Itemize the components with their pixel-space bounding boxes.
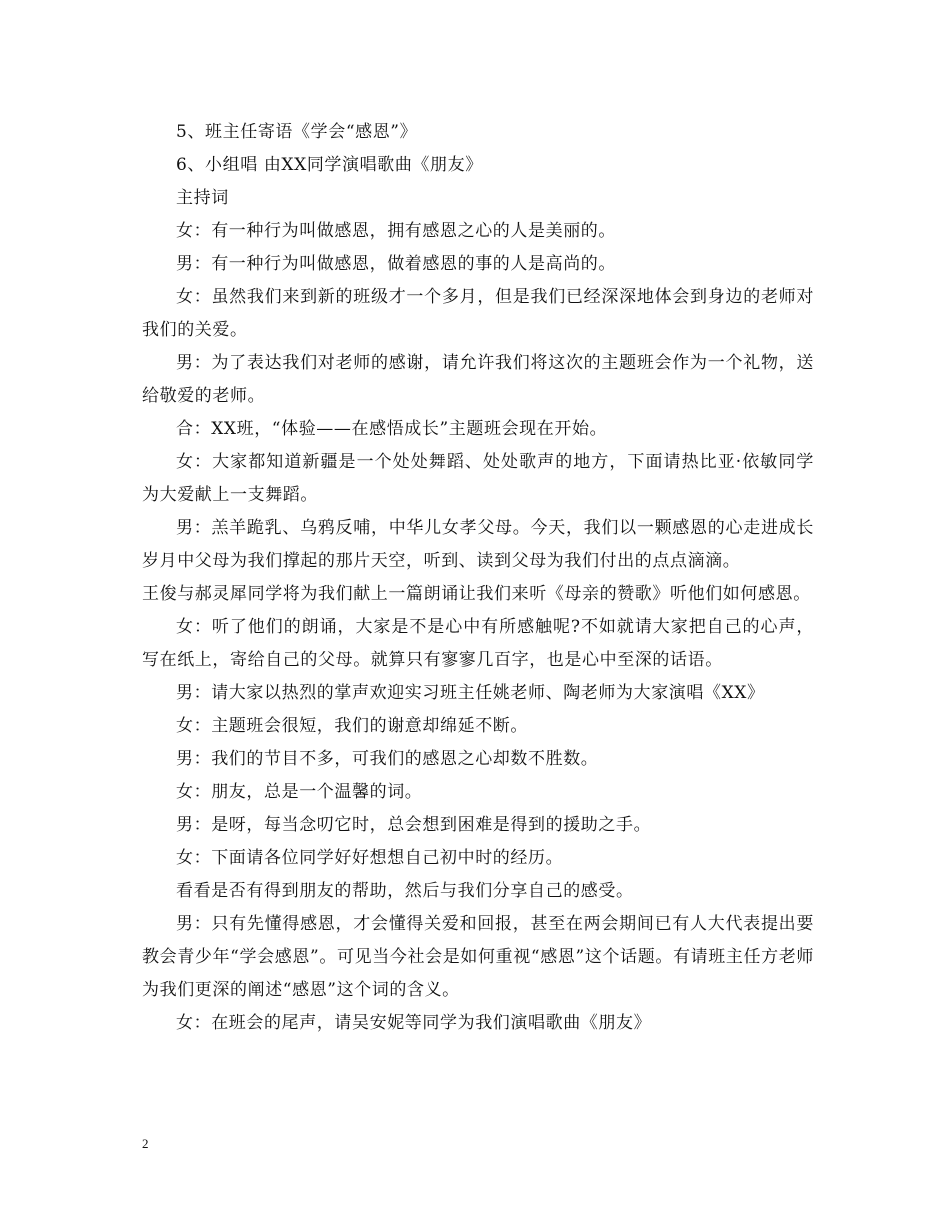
paragraph: 男：只有先懂得感恩，才会懂得关爱和回报，甚至在两会期间已有人大代表提出要教会青少年“学会感恩”。可见当今社会是如何重视“感恩”这个话题。有请班主任方老师为我们更深的阐述“感恩”这个词的含义。 xyxy=(142,914,814,1000)
paragraph: 男：为了表达我们对老师的感谢，请允许我们将这次的主题班会作为一个礼物，送给敬爱的老师。 xyxy=(142,353,814,406)
page-number: 2 xyxy=(142,1136,149,1151)
paragraph: 女：朋友，总是一个温馨的词。 xyxy=(176,782,423,802)
paragraph: 男：请大家以热烈的掌声欢迎实习班主任姚老师、陶老师为大家演唱《XX》 xyxy=(176,683,765,703)
paragraph: 女：有一种行为叫做感恩，拥有感恩之心的人是美丽的。 xyxy=(176,221,616,241)
paragraph: 男：羔羊跪乳、乌鸦反哺，中华儿女孝父母。今天，我们以一颗感恩的心走进成长岁月中父母为我们撑起的那片天空，听到、读到父母为我们付出的点点滴滴。 xyxy=(142,518,814,571)
paragraph: 看看是否有得到朋友的帮助，然后与我们分享自己的感受。 xyxy=(176,881,634,901)
paragraph: 女：在班会的尾声，请吴安妮等同学为我们演唱歌曲《朋友》 xyxy=(176,1013,652,1033)
paragraph: 合：XX班，“体验——在感悟成长”主题班会现在开始。 xyxy=(176,419,608,439)
paragraph: 女：下面请各位同学好好想想自己初中时的经历。 xyxy=(176,848,564,868)
paragraph: 5、班主任寄语《学会“感恩”》 xyxy=(176,122,418,142)
paragraph: 男：是呀，每当念叨它时，总会想到困难是得到的援助之手。 xyxy=(176,815,652,835)
paragraph: 女：听了他们的朗诵，大家是不是心中有所感触呢?不如就请大家把自己的心声，写在纸上，寄给自己的父母。就算只有寥寥几百字，也是心中至深的话语。 xyxy=(142,617,814,670)
paragraph: 女：虽然我们来到新的班级才一个多月，但是我们已经深深地体会到身边的老师对我们的关爱。 xyxy=(142,287,814,340)
paragraph: 女：大家都知道新疆是一个处处舞蹈、处处歌声的地方，下面请热比亚·依敏同学为大爱献上一支舞蹈。 xyxy=(142,452,814,505)
paragraph: 6、小组唱 由XX同学演唱歌曲《朋友》 xyxy=(176,155,483,175)
paragraph: 王俊与郝灵犀同学将为我们献上一篇朗诵让我们来听《母亲的赞歌》听他们如何感恩。 xyxy=(142,584,811,604)
paragraph: 男：有一种行为叫做感恩，做着感恩的事的人是高尚的。 xyxy=(176,254,616,274)
section-heading: 主持词 xyxy=(176,188,229,208)
document-body xyxy=(142,116,814,1040)
paragraph: 男：我们的节目不多，可我们的感恩之心却数不胜数。 xyxy=(176,749,599,769)
paragraph: 女：主题班会很短，我们的谢意却绵延不断。 xyxy=(176,716,528,736)
